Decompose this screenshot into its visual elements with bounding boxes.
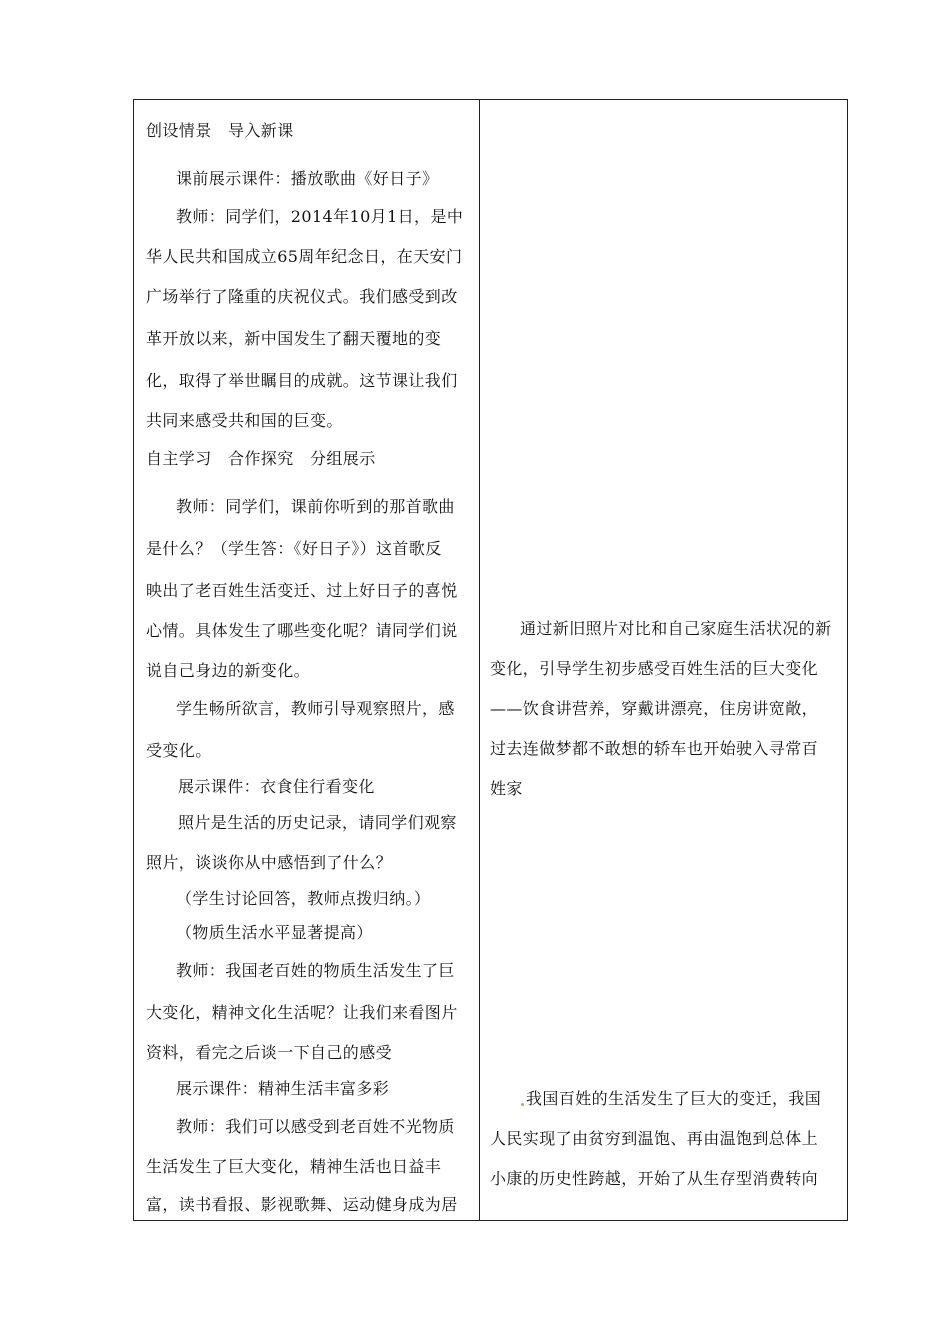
paragraph-line: 教师：我国老百姓的物质生活发生了巨 [176,961,455,980]
paragraph-line: 教师：同学们，课前你听到的那首歌曲 [176,497,455,516]
paragraph-line: 展示课件：衣食住行看变化 [178,777,375,796]
paragraph-line: 是什么？（学生答：《好日子》）这首歌反 [146,539,442,558]
paragraph-line: （物质生活水平显著提高） [176,923,373,942]
column-divider [479,100,480,1220]
intent-line: 变化，引导学生初步感受百姓生活的巨大变化 [490,659,819,678]
intent-line: 我国百姓的生活发生了巨大的变迁，我国 [526,1089,822,1108]
paragraph-line: 课前展示课件：播放歌曲《好日子》 [176,169,439,188]
paragraph-line: 华人民共和国成立65周年纪念日，在天安门 [146,247,463,266]
paragraph-line: 照片是生活的历史记录，请同学们观察 [178,813,457,832]
paragraph-line: 广场举行了隆重的庆祝仪式。我们感受到改 [146,287,458,306]
intent-line: 通过新旧照片对比和自己家庭生活状况的新 [520,619,832,638]
paragraph-line: 照片，谈谈你从中感悟到了什么？ [146,853,393,872]
stray-mark [521,1103,524,1106]
paragraph-line: 心情。具体发生了哪些变化呢？请同学们说 [146,621,458,640]
paragraph-line: 教师：我们可以感受到老百姓不光物质 [176,1117,455,1136]
section-heading-explore: 自主学习 合作探究 分组展示 [146,449,376,468]
paragraph-line: （学生讨论回答，教师点拨归纳。） [176,889,431,908]
intent-line: 人民实现了由贫穷到温饱、再由温饱到总体上 [490,1129,819,1148]
intent-line: ——饮食讲营养，穿戴讲漂亮，住房讲宽敞， [490,699,819,718]
paragraph-line: 教师：同学们，2014年10月1日，是中 [176,207,464,226]
lesson-plan-table [133,99,848,1221]
intent-line: 过去连做梦都不敢想的轿车也开始驶入寻常百 [490,739,819,758]
paragraph-line: 映出了老百姓生活变迁、过上好日子的喜悦 [146,581,458,600]
paragraph-line: 学生畅所欲言，教师引导观察照片，感 [176,699,455,718]
paragraph-line: 生活发生了巨大变化，精神生活也日益丰 [146,1157,442,1176]
intent-line: 小康的历史性跨越，开始了从生存型消费转向 [490,1169,819,1188]
intent-line: 姓家 [490,779,523,798]
paragraph-line: 共同来感受共和国的巨变。 [146,411,343,430]
paragraph-line: 革开放以来，新中国发生了翻天覆地的变 [146,329,442,348]
paragraph-line: 说自己身边的新变化。 [146,661,311,680]
paragraph-line: 富，读书看报、影视歌舞、运动健身成为居 [146,1195,458,1214]
paragraph-line: 展示课件：精神生活丰富多彩 [176,1079,390,1098]
paragraph-line: 受变化。 [146,741,212,760]
paragraph-line: 大变化，精神文化生活呢？让我们来看图片 [146,1003,458,1022]
paragraph-line: 资料，看完之后谈一下自己的感受 [146,1043,393,1062]
section-heading-intro: 创设情景 导入新课 [146,121,294,140]
paragraph-line: 化，取得了举世瞩目的成就。这节课让我们 [146,371,458,390]
